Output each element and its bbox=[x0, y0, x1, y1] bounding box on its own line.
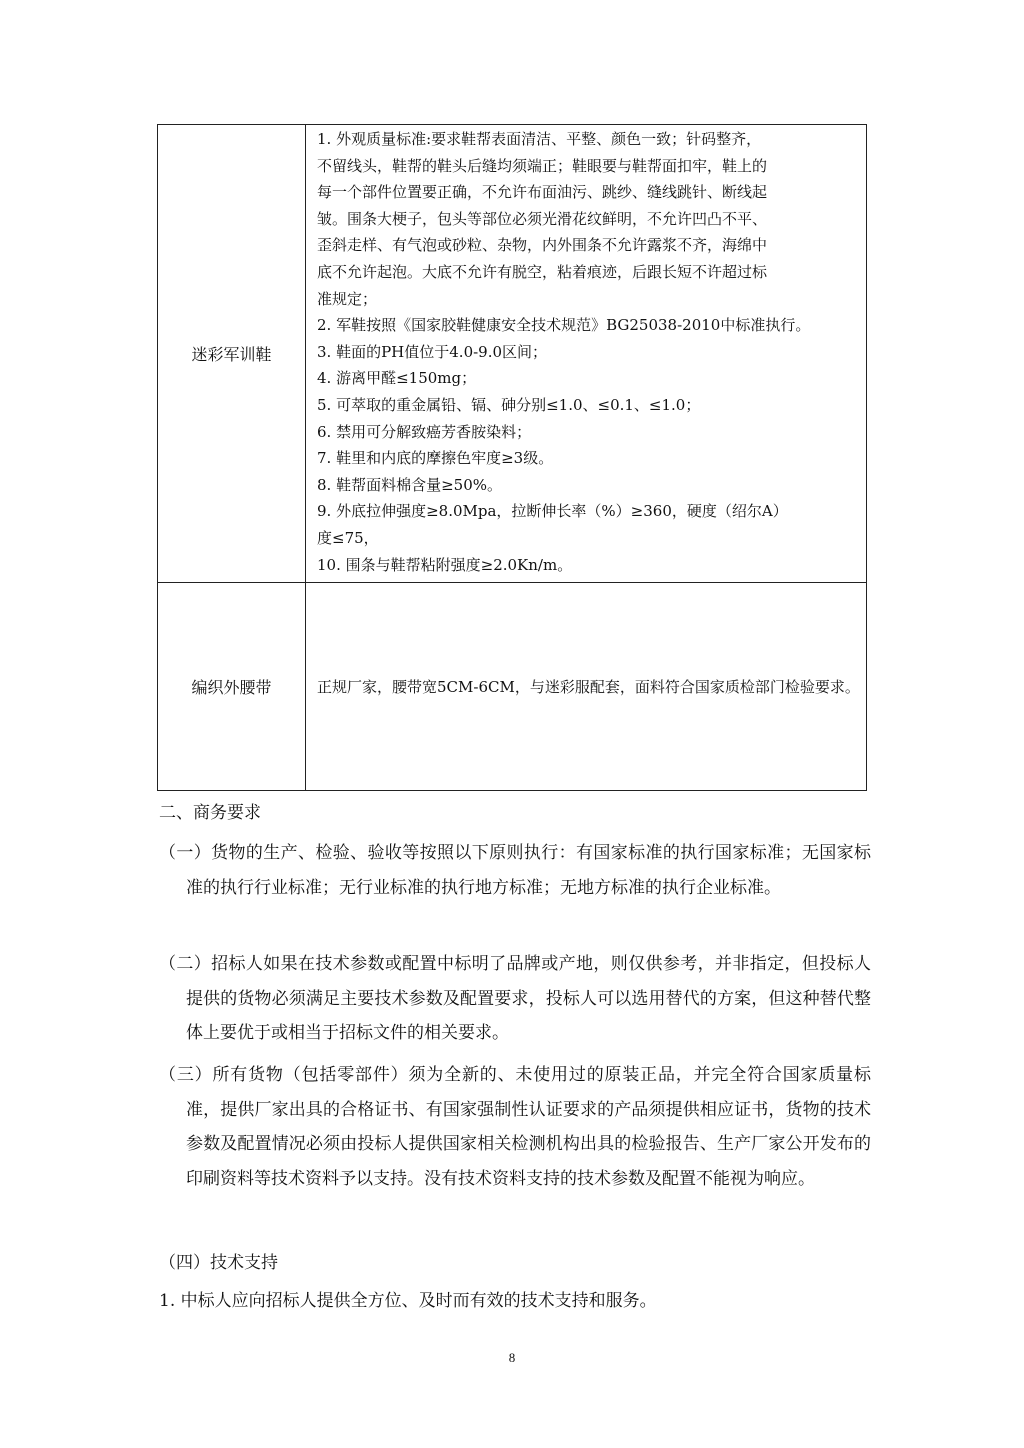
spec-line: 不留线头，鞋帮的鞋头后缝均须端正；鞋眼要与鞋帮面扣牢，鞋上的 bbox=[317, 156, 768, 175]
spec-line: 度≤75， bbox=[317, 528, 379, 547]
business-requirement-item: （三）所有货物（包括零部件）须为全新的、未使用过的原装正品，并完全符合国家质量标准，提供厂家出具的合格证书、有国家强制性认证要求的产品须提供相应证书，货物的技术参数及配置情况必须由投标人提供国家相关检测机构出具的检验报告、生产厂家公开发布的印刷资料等技术资料予以支持。没有技术资料支持的技术参数及配置不能视为响应。 bbox=[159, 1065, 871, 1189]
spec-line: 1. 外观质量标准:要求鞋帮表面清洁、平整、颜色一致；针码整齐， bbox=[317, 130, 762, 148]
spec-line: 8. 鞋帮面料棉含量≥50%。 bbox=[317, 475, 502, 494]
page-number: 8 bbox=[508, 1350, 516, 1365]
business-requirement-item: （一）货物的生产、检验、验收等按照以下原则执行：有国家标准的执行国家标准；无国家标准的执行行业标准；无行业标准的执行地方标准；无地方标准的执行企业标准。 bbox=[159, 843, 871, 898]
spec-line: 皱。围条大梗子，包头等部位必须光滑花纹鲜明，不允许凹凸不平、 bbox=[317, 209, 768, 228]
spec-line: 9. 外底拉伸强度≥8.0Mpa，拉断伸长率（%）≥360，硬度（绍尔A） bbox=[317, 502, 788, 521]
section-title: 二、商务要求 bbox=[159, 803, 261, 823]
subheading: （四）技术支持 bbox=[159, 1253, 278, 1273]
table-row bbox=[158, 125, 867, 583]
spec-line: 准规定； bbox=[317, 289, 378, 308]
item-name-cell: 编织外腰带 bbox=[158, 583, 306, 791]
spec-table bbox=[157, 124, 867, 791]
business-requirement-item: （二）招标人如果在技术参数或配置中标明了品牌或产地，则仅供参考，并非指定，但投标人提供的货物必须满足主要技术参数及配置要求，投标人可以选用替代的方案，但这种替代整体上要优于或相当于招标文件的相关要求。 bbox=[159, 954, 871, 1043]
item-spec-cell bbox=[306, 583, 867, 791]
spec-line: 4. 游离甲醛≤150mg； bbox=[317, 369, 477, 388]
spec-line: 3. 鞋面的PH值位于4.0-9.0区间； bbox=[317, 342, 548, 361]
spec-line: 歪斜走样、有气泡或砂粒、杂物，内外围条不允许露浆不齐，海绵中 bbox=[317, 236, 768, 255]
spec-line: 2. 军鞋按照《国家胶鞋健康安全技术规范》BG25038-2010中标准执行。 bbox=[317, 316, 811, 335]
spec-text: 正规厂家，腰带宽5CM-6CM，与迷彩服配套，面料符合国家质检部门检验要求。 bbox=[317, 677, 860, 696]
numbered-point: 1. 中标人应向招标人提供全方位、及时而有效的技术支持和服务。 bbox=[159, 1291, 657, 1311]
item-spec-cell bbox=[306, 125, 867, 583]
spec-line: 6. 禁用可分解致癌芳香胺染料； bbox=[317, 422, 532, 441]
spec-line: 7. 鞋里和内底的摩擦色牢度≥3级。 bbox=[317, 449, 554, 468]
item-name-cell: 迷彩军训鞋 bbox=[158, 125, 306, 583]
spec-line: 底不允许起泡。大底不允许有脱空，粘着痕迹，后跟长短不许超过标 bbox=[317, 262, 768, 281]
spec-line: 每一个部件位置要正确，不允许布面油污、跳纱、缝线跳针、断线起 bbox=[317, 183, 768, 202]
table-row bbox=[158, 583, 867, 791]
spec-line: 10. 围条与鞋帮粘附强度≥2.0Kn/m。 bbox=[317, 555, 573, 574]
spec-line: 5. 可萃取的重金属铅、镉、砷分别≤1.0、≤0.1、≤1.0； bbox=[317, 395, 701, 414]
